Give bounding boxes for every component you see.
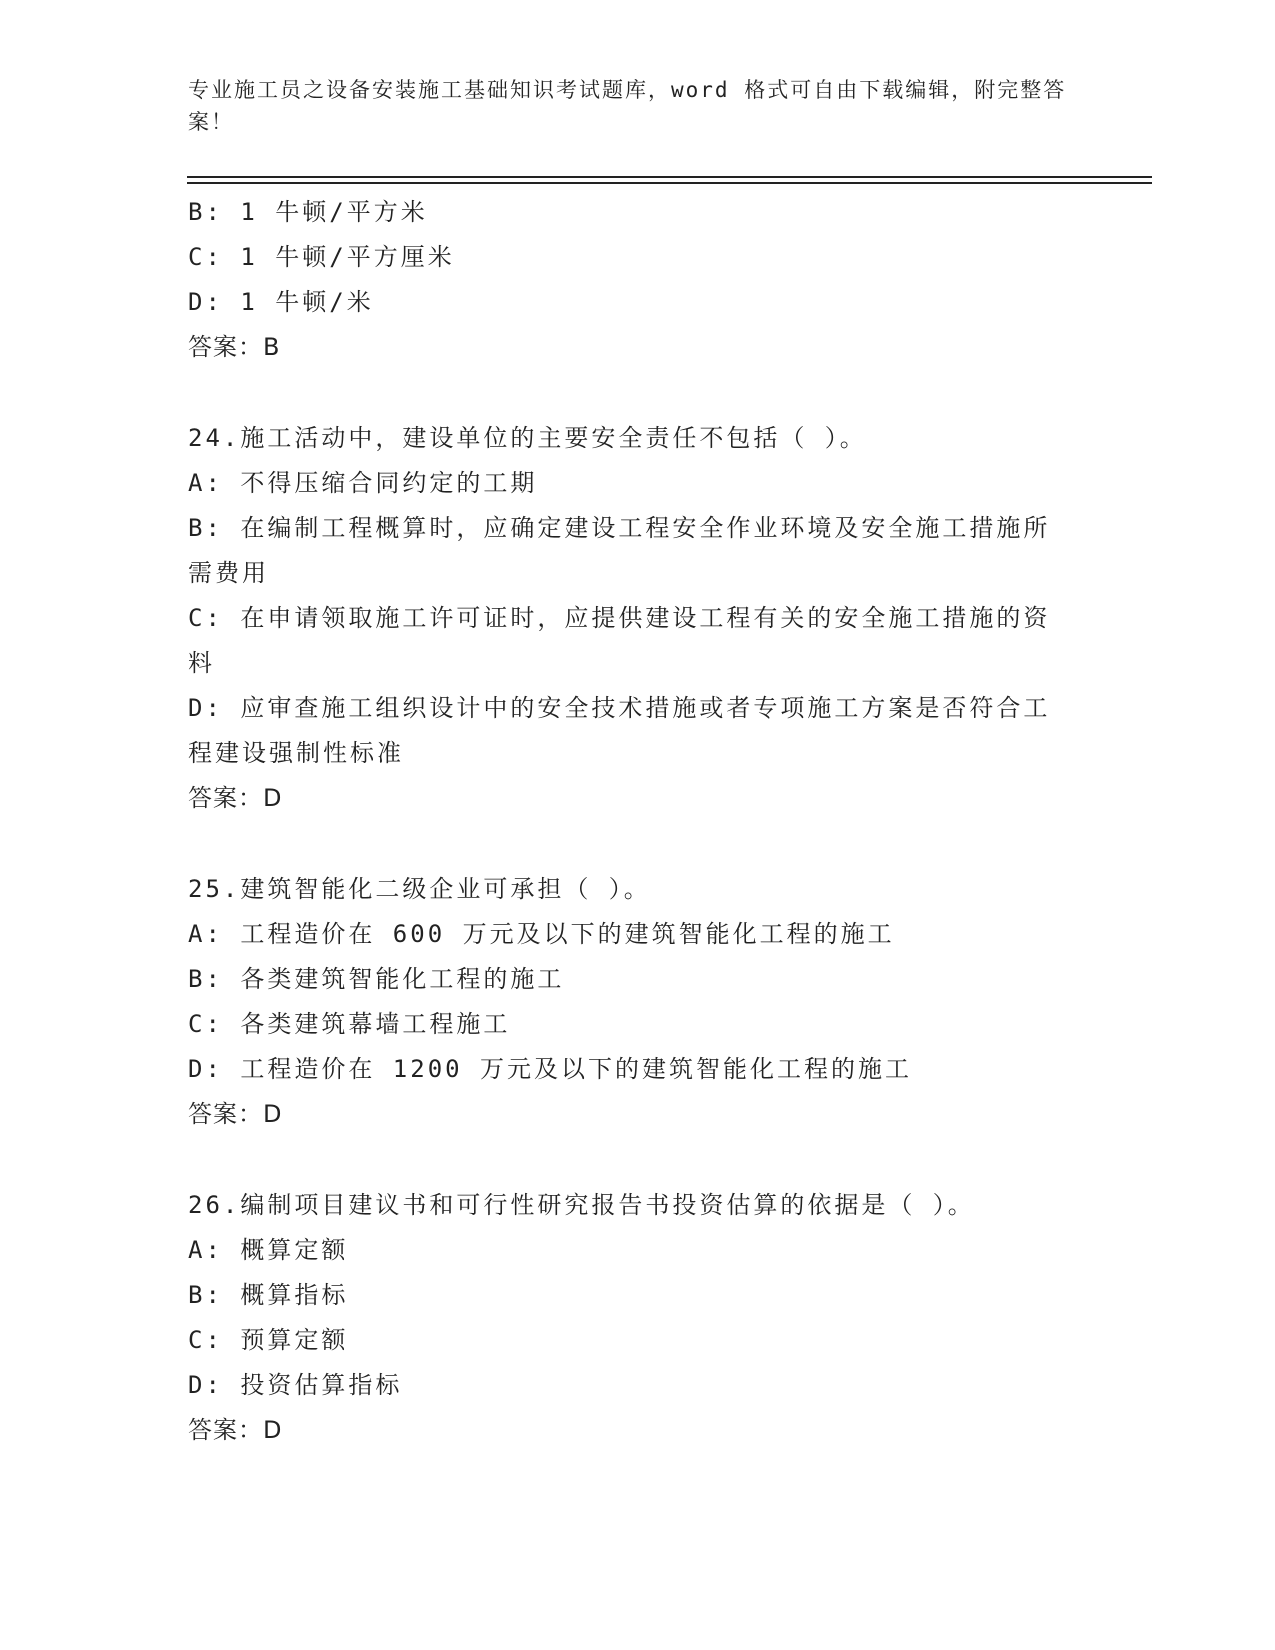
- option-c: C: 各类建筑幕墙工程施工: [188, 1010, 511, 1038]
- option-d: D: 投资估算指标: [188, 1371, 403, 1399]
- question-block-25: [188, 867, 1088, 1137]
- spacer: [188, 1137, 1088, 1183]
- option-b: B: 概算指标: [188, 1281, 349, 1309]
- option-d: D: 工程造价在 1200 万元及以下的建筑智能化工程的施工: [188, 1055, 913, 1083]
- question-text: 26.编制项目建议书和可行性研究报告书投资估算的依据是（ ）。: [188, 1191, 975, 1219]
- question-text: 25.建筑智能化二级企业可承担（ ）。: [188, 875, 651, 903]
- option-a: A: 工程造价在 600 万元及以下的建筑智能化工程的施工: [188, 920, 895, 948]
- answer: 答案：D: [188, 1100, 283, 1128]
- question-text: 24.施工活动中，建设单位的主要安全责任不包括（ ）。: [188, 424, 867, 452]
- spacer: [188, 370, 1088, 416]
- answer: 答案：D: [188, 784, 283, 812]
- question-block-26: [188, 1183, 1088, 1453]
- answer: 答案：D: [188, 1416, 283, 1444]
- option-a: A: 概算定额: [188, 1236, 349, 1264]
- question-block-24: [188, 416, 1088, 821]
- option-b: B: 1 牛顿/平方米: [188, 198, 428, 226]
- question-block-23: [188, 190, 1088, 370]
- option-c: C: 1 牛顿/平方厘米: [188, 243, 455, 271]
- header-divider-bottom: [187, 182, 1152, 184]
- option-a: A: 不得压缩合同约定的工期: [188, 469, 538, 497]
- spacer: [188, 821, 1088, 867]
- header-divider-top: [187, 176, 1152, 178]
- answer: 答案：B: [188, 333, 281, 361]
- question-content: [188, 190, 1088, 1453]
- option-b: B: 在编制工程概算时，应确定建设工程安全作业环境及安全施工措施所需费用: [188, 514, 1051, 587]
- option-d: D: 应审查施工组织设计中的安全技术措施或者专项施工方案是否符合工程建设强制性标准: [188, 694, 1051, 767]
- option-d: D: 1 牛顿/米: [188, 288, 374, 316]
- document-header-title: 专业施工员之设备安装施工基础知识考试题库，word 格式可自由下载编辑，附完整答案！: [188, 78, 1067, 134]
- option-c: C: 在申请领取施工许可证时，应提供建设工程有关的安全施工措施的资料: [188, 604, 1051, 677]
- option-b: B: 各类建筑智能化工程的施工: [188, 965, 565, 993]
- option-c: C: 预算定额: [188, 1326, 349, 1354]
